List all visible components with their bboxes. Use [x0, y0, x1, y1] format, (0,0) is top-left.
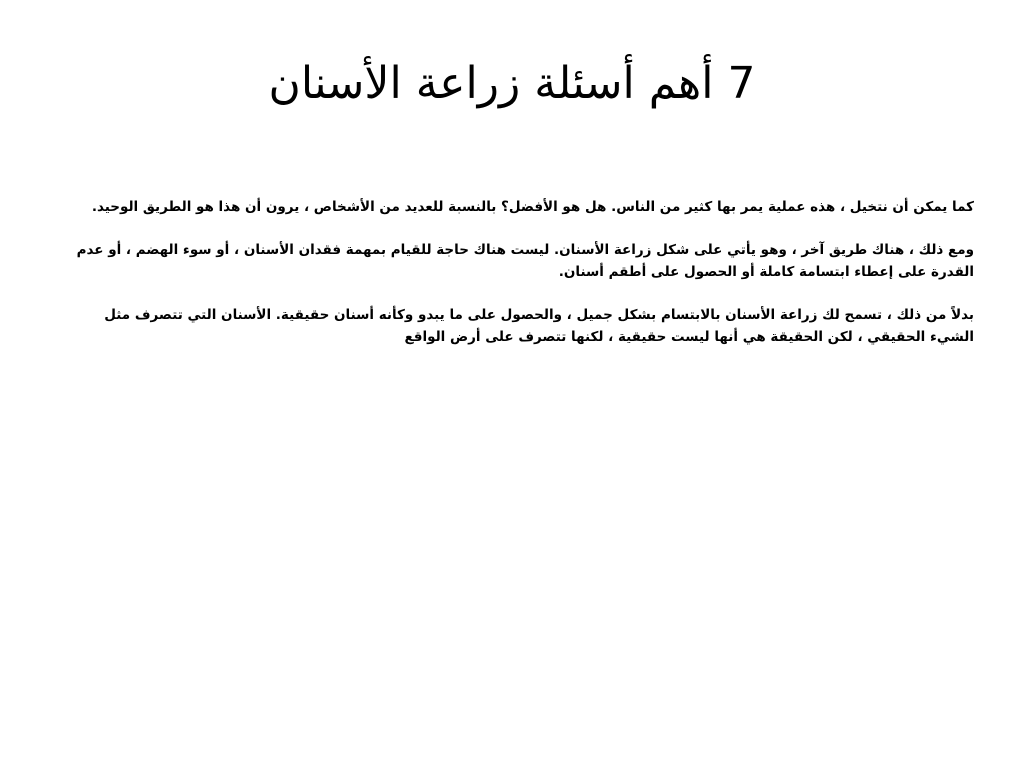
slide-title: 7 أهم أسئلة زراعة الأسنان — [268, 58, 756, 109]
paragraph-3: بدلاً من ذلك ، تسمح لك زراعة الأسنان بالابتسام بشكل جميل ، والحصول على ما يبدو وكأنه أسنان حقيقية. الأسنان التي تتصرف مثل الشيء الحقيقي ، لكن الحقيقة هي أنها ليست حقيقية ، لكنها تتصرف على أرض الواقع — [104, 307, 974, 345]
slide-body — [72, 196, 974, 369]
paragraph-2: ومع ذلك ، هناك طريق آخر ، وهو يأتي على شكل زراعة الأسنان. ليست هناك حاجة للقيام بمهمة فقدان الأسنان ، أو سوء الهضم ، أو عدم القدرة على إعطاء ابتسامة كاملة أو الحصول على أطقم أسنان. — [76, 242, 974, 280]
paragraph-1: كما يمكن أن نتخيل ، هذه عملية يمر بها كثير من الناس. هل هو الأفضل؟ بالنسبة للعديد من الأشخاص ، يرون أن هذا هو الطريق الوحيد. — [91, 199, 974, 215]
